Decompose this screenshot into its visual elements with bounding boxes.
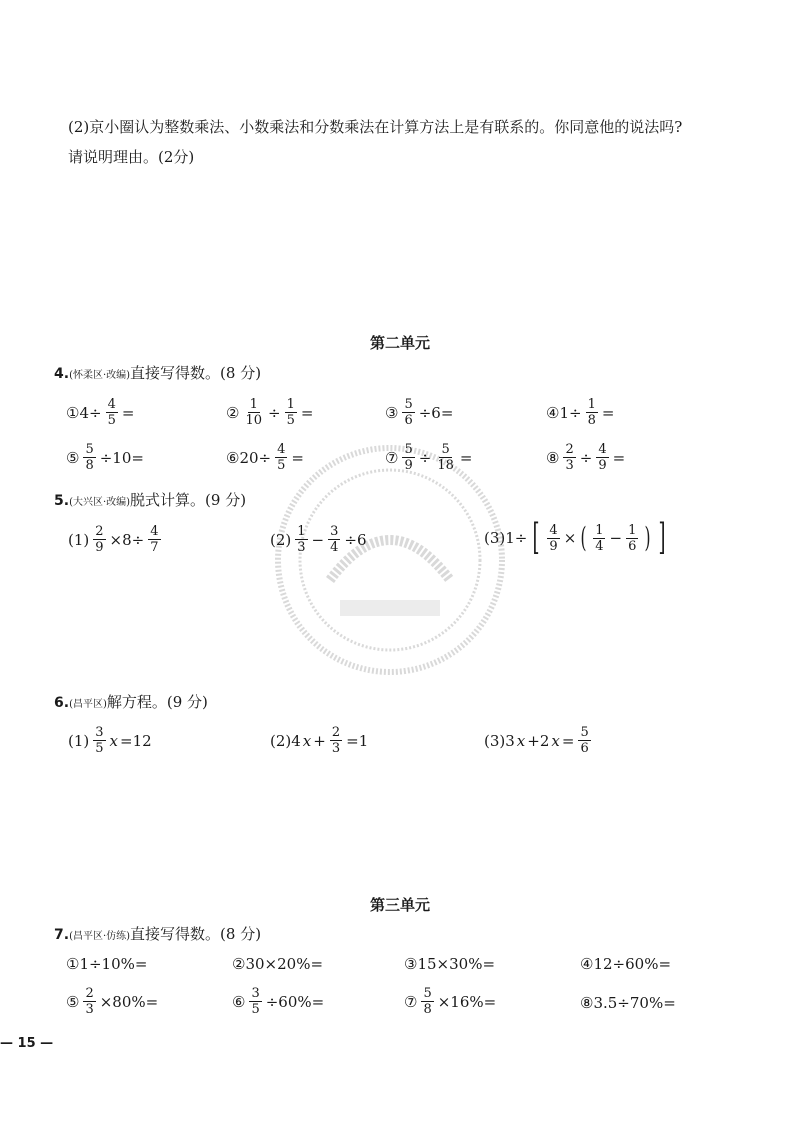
item-tail: =1: [346, 731, 369, 750]
fraction: $\frac{2}{9}$: [95, 524, 104, 555]
q6-part-2: [270, 725, 368, 756]
item-tail: =12: [120, 731, 152, 750]
q6-part-1: [68, 725, 152, 756]
q7-header: [54, 923, 261, 944]
item-tail: ×80%=: [99, 992, 159, 1011]
question-2-line1: (2)京小圈认为整数乘法、小数乘法和分数乘法在计算方法上是有联系的。你同意他的说法吗?: [68, 118, 683, 136]
item-label: ⑦: [385, 448, 399, 467]
item-label: ⑤: [66, 992, 80, 1011]
q5-part-3: [484, 517, 669, 558]
q7-item-2: ②30×20%=: [232, 955, 324, 973]
fraction: $\frac{5}{8}$: [85, 442, 94, 473]
item-tail: ÷60%=: [265, 992, 325, 1011]
fraction: $\frac{4}{7}$: [150, 524, 159, 555]
item-tail: ×16%=: [437, 992, 497, 1011]
operator: ÷: [268, 403, 281, 422]
item-label: ①4÷: [66, 403, 102, 422]
operator: ÷: [418, 448, 432, 467]
item-label: ⑦: [404, 992, 418, 1011]
item-label: ⑤: [66, 448, 80, 467]
q5-number: 5.: [54, 493, 70, 509]
fraction: $\frac{1}{6}$: [628, 522, 637, 554]
fraction: $\frac{5}{18}$: [437, 442, 454, 473]
q5-header: [54, 489, 246, 510]
q4-header: [54, 362, 261, 383]
q5-prompt: 脱式计算。(9 分): [130, 491, 247, 509]
q4-item-5: [66, 442, 144, 473]
part-label: (1): [68, 530, 90, 549]
left-paren: (: [580, 521, 587, 554]
q4-number: 4.: [54, 366, 70, 382]
fraction: $\frac{1}{10}$: [245, 397, 262, 428]
fraction: $\frac{1}{8}$: [587, 397, 596, 428]
right-bracket: ]: [658, 517, 666, 558]
part-label: (2)4: [270, 731, 301, 750]
q7-item-3: ③15×30%=: [404, 955, 496, 973]
part-label: (3)1÷: [484, 529, 528, 547]
fraction: $\frac{3}{5}$: [95, 725, 104, 756]
q7-item-4: ④12÷60%=: [580, 955, 672, 973]
q4-item-8: [546, 442, 625, 473]
q6-prompt: 解方程。(9 分): [106, 693, 208, 711]
unit-2-heading: 第二单元: [369, 334, 430, 352]
operator: ×: [563, 529, 577, 547]
q7-item-1: ①1÷10%=: [66, 955, 148, 973]
q7-prompt: 直接写得数。(8 分): [130, 925, 262, 943]
operator: −: [311, 530, 325, 549]
q4-item-3: [385, 397, 453, 428]
q6-source: (昌平区): [69, 699, 107, 710]
item-label: ⑥: [232, 992, 246, 1011]
q7-number: 7.: [54, 927, 70, 943]
item-label: ⑥20÷: [226, 448, 272, 467]
q5-part-2: [270, 524, 367, 555]
stamp-watermark: [270, 440, 510, 680]
item-tail: =: [291, 448, 304, 467]
page-number: 15: [17, 1036, 36, 1051]
fraction: $\frac{2}{3}$: [85, 986, 94, 1017]
q4-item-2: [226, 397, 313, 428]
q7-item-7: [404, 986, 496, 1017]
q5-part-1: [68, 524, 163, 555]
fraction: $\frac{4}{9}$: [598, 442, 607, 473]
item-label: ⑧: [546, 448, 560, 467]
operator: −: [609, 529, 623, 547]
right-paren: ): [644, 521, 651, 554]
item-label: ②: [226, 403, 240, 422]
fraction: $\frac{5}{8}$: [423, 986, 432, 1017]
q4-item-4: [546, 397, 614, 428]
fraction: $\frac{4}{9}$: [549, 522, 558, 554]
variable: x: [551, 731, 560, 750]
item-tail: =: [300, 403, 314, 422]
q7-item-6: [232, 986, 324, 1017]
operator: +: [313, 731, 326, 750]
fraction: $\frac{1}{5}$: [286, 397, 295, 428]
question-2-line2: 请说明理由。(2分): [68, 148, 195, 166]
fraction: $\frac{4}{5}$: [107, 397, 116, 428]
q4-item-6: [226, 442, 304, 473]
item-tail: =: [459, 448, 473, 467]
unit-3-heading: 第三单元: [369, 896, 430, 914]
part-label: (3)3: [484, 731, 515, 750]
fraction: $\frac{5}{9}$: [404, 442, 413, 473]
variable: x: [516, 731, 526, 750]
fraction: $\frac{5}{6}$: [404, 397, 413, 428]
item-label: ③: [385, 403, 399, 422]
item-tail: ÷6: [344, 530, 367, 549]
equals: =: [561, 731, 575, 750]
q7-item-5: [66, 986, 158, 1017]
q4-prompt: 直接写得数。(8 分): [130, 364, 262, 382]
footer-dash-left: —: [0, 1036, 18, 1051]
fraction: $\frac{3}{5}$: [251, 986, 260, 1017]
operator: ÷: [579, 448, 593, 467]
q7-item-8: ⑧3.5÷70%=: [580, 994, 676, 1012]
fraction: $\frac{1}{3}$: [297, 524, 306, 555]
q7-source: (昌平区·仿练): [69, 931, 131, 942]
fraction: $\frac{3}{4}$: [330, 524, 339, 555]
operator: ×8÷: [109, 530, 145, 549]
q4-item-7: [385, 442, 472, 473]
footer-dash-right: —: [35, 1036, 54, 1051]
fraction: $\frac{1}{4}$: [595, 522, 604, 554]
variable: x: [109, 731, 118, 750]
fraction: $\frac{5}{6}$: [580, 725, 589, 756]
item-tail: =: [121, 403, 135, 422]
q5-source: (大兴区·改编): [69, 497, 131, 508]
q4-item-1: [66, 397, 134, 428]
left-bracket: [: [532, 517, 540, 558]
part-label: (2): [270, 530, 292, 549]
item-tail: =: [612, 448, 626, 467]
item-tail: ÷6=: [418, 403, 454, 422]
variable: x: [302, 731, 312, 750]
q6-header: [54, 691, 208, 712]
item-tail: =: [601, 403, 615, 422]
q6-part-3: [484, 725, 593, 756]
fraction: $\frac{4}{5}$: [277, 442, 286, 473]
q6-number: 6.: [54, 695, 70, 711]
fraction: $\frac{2}{3}$: [331, 725, 341, 756]
q4-source: (怀柔区·改编): [69, 370, 131, 381]
item-tail: ÷10=: [99, 448, 144, 467]
operator: +2: [527, 731, 550, 750]
page-footer: [0, 1036, 53, 1051]
part-label: (1): [68, 731, 90, 750]
fraction: $\frac{2}{3}$: [565, 442, 574, 473]
item-label: ④1÷: [546, 403, 582, 422]
